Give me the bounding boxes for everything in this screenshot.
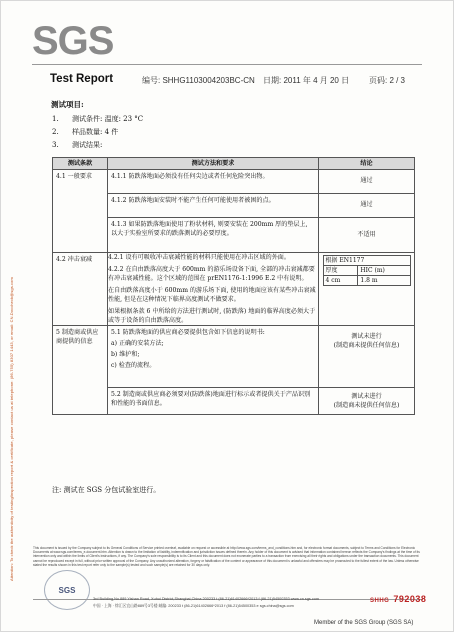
section-heading: 测试项目: bbox=[51, 100, 84, 109]
table-row bbox=[53, 253, 415, 326]
report-title: Test Report bbox=[50, 73, 114, 85]
serial-prefix: SHHG bbox=[370, 598, 390, 604]
method-text: 4.2.2 在自由跌落高度大于 600mm 的游乐场设备下面, 全部的冲击衰减都要有冲击衰减性能。这个区域的范围在 prEN1176-1:1996 E.2 中有说明。 bbox=[108, 266, 315, 282]
method-text: 5.1 防跌落地面的供应商必要提供包含如下信息的说明书: bbox=[111, 329, 265, 336]
method-text: 如果根据条款 6 中所给的方法进行测试时, (防跌落) 地面的临界高度必须大于或等于设备的自由跌落高度。 bbox=[108, 308, 316, 324]
results-table bbox=[52, 157, 415, 415]
page-number: 页码: 2 / 3 bbox=[369, 76, 406, 85]
column-header-method: 测试方法和要求 bbox=[108, 158, 319, 170]
legal-disclaimer: This document is issued by the Company subject to its General Conditions of Service printed overleaf, available on request or accessible at http://www.sgs.com/terms_and_conditions.htm and, for electronic format documents, subject to Terms and Conditions for Electronic Documents at www.sgs.com/terms_e-document.htm. Attention is drawn to the limitation of liability, indemnification and jurisdiction issues defined therein. Any holder of this document is advised that information contained hereon reflects the Company's findings at the time of its intervention only and within the limits of Client's instructions, if any. The Company's sole responsibility is to its Client and this document does not exonerate parties to a transaction from exercising all their rights and obligations under the transaction documents. This document cannot be reproduced except in full, without prior written approval of the Company. Any unauthorized alteration, forgery or falsification of the content or appearance of this document is unlawful and offenders may be prosecuted to the fullest extent of the law. Unless otherwise stated the results shown in this test report refer only to the sample(s) tested and such sample(s) are retained for 30 days only. bbox=[33, 546, 420, 567]
address-chinese: 中国 · 上海 · 徐汇区宜山路889号3号楼 邮编: 200233 t (86-21)61402666*2013 f (86-21)54500353 e sgs.china@sgs.com bbox=[93, 604, 294, 608]
table-row bbox=[53, 170, 415, 253]
method-cell bbox=[108, 253, 319, 326]
list-item: c) 检查的流程。 bbox=[111, 362, 156, 369]
result-text: 不适用 bbox=[357, 231, 376, 238]
method-text: 4.1.3 如果防跌落地面使用了粉状材料, 则要安装在 200mm 厚的垫层上, 以大于实验室所要求的跌落测试的必要厚度。 bbox=[111, 221, 308, 237]
column-header-clause: 测试条款 bbox=[53, 158, 108, 170]
result-text: 测试未进行 (制造商未提供任何信息) bbox=[319, 326, 414, 388]
result-text: 通过 bbox=[319, 194, 414, 218]
serial-number bbox=[370, 594, 426, 604]
test-items-list bbox=[52, 113, 143, 152]
list-item: 3. 测试结果: bbox=[52, 141, 103, 149]
sgs-stamp: SGS bbox=[44, 570, 90, 610]
method-text: 4.2.1 设有可吸收冲击衰减性能的材料只能使用在冲击区域的外面。 bbox=[108, 254, 290, 261]
authenticity-vertical-text: Attention: To check the authenticity of testing/inspection report & certificate, please contact us at telephone: (86-755) 8307 1443, or email: CN.Doccheck@sgs.com bbox=[9, 277, 14, 581]
hic-result-table bbox=[323, 255, 411, 286]
method-text: 在自由跌落高度小于 600mm 的游乐场下面, 使用的地面应该有某些冲击衰减性能, 但是在这种情况下临界高度测试不做要求。 bbox=[108, 287, 316, 303]
table-row bbox=[53, 326, 415, 415]
table-header-row bbox=[53, 158, 415, 170]
serial-value: 792038 bbox=[393, 594, 427, 604]
hic-col-thickness: 厚度 bbox=[323, 266, 358, 276]
hic-height-value: 1.8 m bbox=[358, 276, 410, 286]
report-header bbox=[50, 74, 430, 88]
sgs-logo: SGS bbox=[32, 19, 114, 63]
result-cell bbox=[319, 170, 415, 253]
method-text: 4.1.1 防跌落地面必须没有任何尖边或者任何危险突出物。 bbox=[108, 170, 318, 194]
column-header-result: 结论 bbox=[319, 158, 415, 170]
list-item: 1. 测试条件: 温度: 23 °C bbox=[52, 115, 144, 123]
hic-table-caption: 根据 EN1177 bbox=[323, 256, 410, 266]
clause-cell: 4.1 一般要求 bbox=[53, 170, 108, 253]
report-date: 日期: 2011 年 4 月 20 日 bbox=[263, 76, 350, 85]
result-text: 通过 bbox=[319, 170, 414, 194]
method-cell bbox=[108, 326, 319, 415]
list-item: a) 正确的安装方法; bbox=[111, 340, 164, 347]
method-text: 5.2 制造商或供应商必须要对(防跌落)地面进行标示或者提供关于产品识别和性能的书面信息。 bbox=[111, 391, 311, 407]
report-number: 编号: SHHG1103004203BC-CN bbox=[142, 76, 255, 85]
result-cell bbox=[319, 253, 415, 326]
method-block bbox=[108, 326, 318, 388]
clause-cell: 4.2 冲击衰减 bbox=[53, 253, 108, 326]
footer-address bbox=[93, 596, 319, 610]
footnote: 注: 测试在 SGS 分包试验室进行。 bbox=[52, 486, 161, 494]
list-item: b) 维护和; bbox=[111, 351, 140, 358]
method-text: 4.1.2 防跌落地面安装时不能产生任何可能使用者被困的点。 bbox=[108, 194, 318, 218]
header-divider bbox=[32, 64, 422, 65]
hic-col-height: HIC (m) bbox=[358, 266, 410, 276]
result-text: 测试未进行 (制造商未提供任何信息) bbox=[333, 393, 400, 409]
member-note: Member of the SGS Group (SGS SA) bbox=[314, 620, 414, 626]
address-english: 3rd Building,No.889 Yishan Road, Xuhui District,Shanghai,China 200233 t (86-21)61402666*2013 f (86-21)54500353 www.cn.sgs.com bbox=[93, 597, 320, 601]
list-item: 2. 样品数量: 4 件 bbox=[52, 128, 119, 136]
clause-cell: 5 制造商或供应商提供的信息 bbox=[53, 326, 108, 415]
method-cell bbox=[108, 170, 319, 253]
hic-thickness-value: 4 cm bbox=[323, 276, 358, 286]
result-cell bbox=[319, 326, 415, 415]
